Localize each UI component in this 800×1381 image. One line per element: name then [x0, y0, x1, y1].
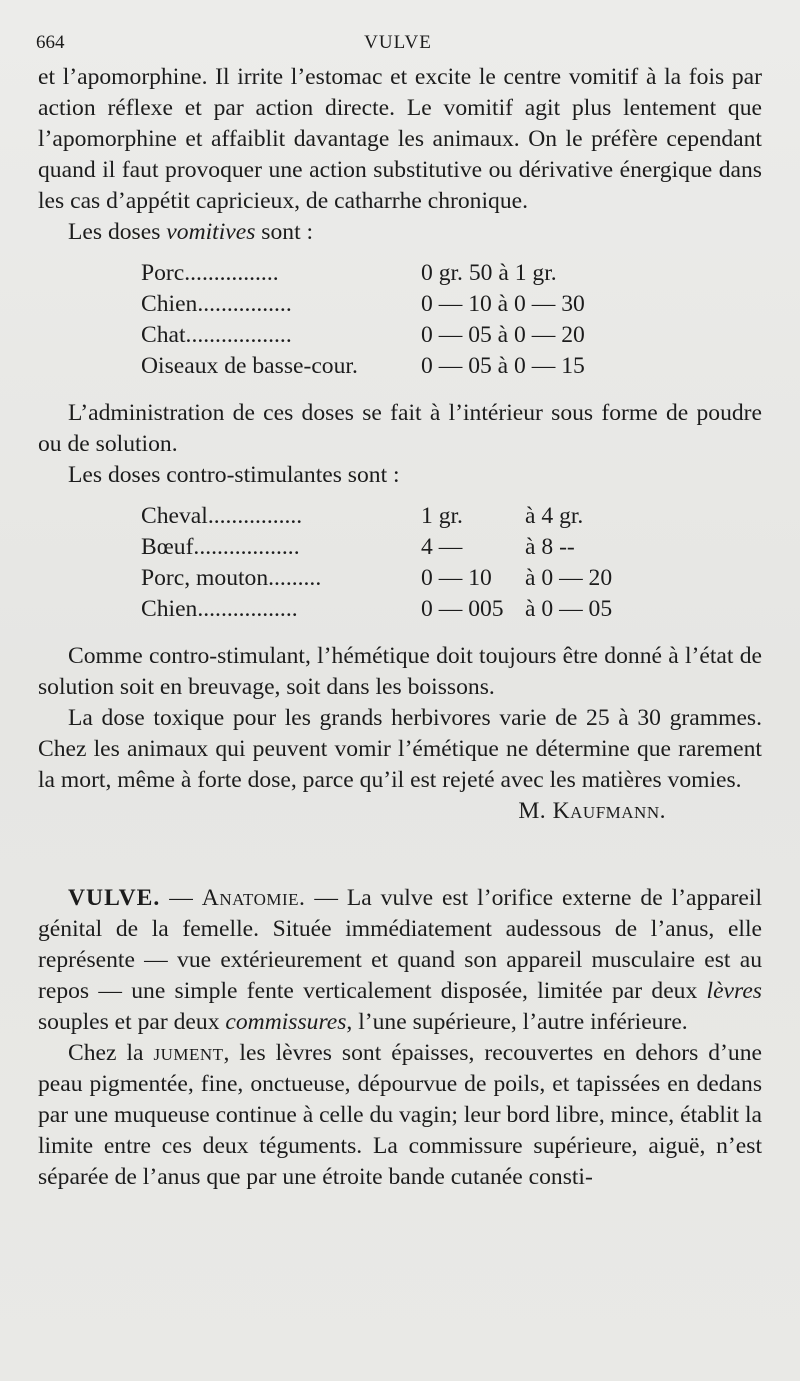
vomitive-intro-text: Les doses [68, 219, 167, 245]
dose-max: à 8 -- [525, 534, 575, 560]
animal-name: Bœuf.................. [141, 534, 300, 560]
vomitive-dose-table [141, 258, 585, 382]
dose-row [141, 289, 585, 320]
continuation-paragraph: et l’apomorphine. Il irrite l’estomac et excite le centre vomitif à la fois par action réflexe et par action directe. Le vomitif agit plus lentement que l’apomorphine et affaiblit davantage les animaux. On le préfère cependant quand il faut provoquer une action substitutive ou dérivative énergique dans les cas d’appétit capricieux, de catharrhe chronique. [38, 64, 762, 214]
contro-dose-table [141, 501, 725, 625]
contro-intro: Les doses contro-stimulantes sont : [68, 462, 400, 488]
dose-min: 0 — 10 [421, 565, 492, 591]
body-text: Chez la [68, 1040, 154, 1066]
dose-value: 0 gr. 50 à 1 gr. [421, 260, 557, 286]
page-number: 664 [36, 32, 65, 53]
vomitive-intro-emphasis: vomitives [166, 219, 256, 245]
animal-name: Oiseaux de basse-cour. [141, 353, 358, 379]
emphasis-text: commissures [225, 1009, 347, 1035]
dose-row [141, 501, 725, 532]
animal-name: Porc................ [141, 260, 279, 286]
dose-row [141, 320, 585, 351]
running-head [36, 32, 760, 58]
section-subheading: Anatomie. [201, 885, 306, 911]
contro-paragraph: Comme contro-stimulant, l’hémétique doit toujours être donné à l’état de solution soit en breuvage, soit dans les boissons. [38, 643, 762, 700]
body-text: , l’une supérieure, l’autre inférieure. [346, 1009, 688, 1035]
dose-value: 0 — 05 à 0 — 20 [421, 322, 585, 348]
dose-row [141, 594, 725, 625]
running-title: VULVE [364, 32, 432, 53]
dose-max: à 4 gr. [525, 503, 584, 529]
animal-term: jument [153, 1040, 224, 1066]
body-text: souples et par deux [38, 1009, 226, 1035]
dose-max: à 0 — 05 [525, 596, 613, 622]
body-text: , les lèvres sont épaisses, recouvertes en dehors d’une peau pigmentée, fine, onctueuse, dépourvue de poils, et tapissées en dedans par une muqueuse continue à celle du vagin; leur bord libre, mince, établit la limite entre ces deux téguments. La commissure supérieure, aiguë, n’est séparée de l’anus que par une étroite bande cutanée consti- [38, 1040, 762, 1190]
dose-min: 0 — 005 [421, 596, 504, 622]
dose-row [141, 532, 725, 563]
dose-max: à 0 — 20 [525, 565, 613, 591]
dose-min: 4 — [421, 534, 463, 560]
vulve-anatomy-paragraph [38, 883, 762, 1038]
animal-name: Cheval................ [141, 503, 303, 529]
dash: — [305, 885, 347, 911]
dose-value: 0 — 05 à 0 — 15 [421, 353, 585, 379]
dose-row [141, 563, 725, 594]
administration-paragraph: L’administration de ces doses se fait à l’intérieur sous forme de poudre ou de solution. [38, 400, 762, 457]
animal-name: Chat.................. [141, 322, 292, 348]
vomitive-intro-end: sont : [255, 219, 314, 245]
vomitive-intro [38, 217, 762, 248]
animal-name: Chien................. [141, 596, 298, 622]
animal-name: Porc, mouton......... [141, 565, 322, 591]
body-text: La vulve est l’orifice externe de l’appareil génital de la femelle. Située immédiatement audessous de l’anus, elle représente — vue extérieurement et quand son appareil musculaire est au repos — une simple fente verticalement disposée, limitée par deux [38, 885, 762, 1004]
emphasis-text: lèvres [706, 978, 762, 1004]
page-body [38, 62, 762, 1193]
dash: — [160, 885, 202, 911]
toxic-dose-paragraph: La dose toxique pour les grands herbivores varie de 25 à 30 grammes. Chez les animaux qui peuvent vomir l’émétique ne détermine que rarement la mort, même à forte dose, parce qu’il est rejeté avec les matières vomies. [38, 705, 762, 793]
animal-name: Chien................ [141, 291, 292, 317]
entry-heading: VULVE. [68, 885, 161, 911]
jument-paragraph [38, 1038, 762, 1193]
dose-row [141, 351, 585, 382]
dose-value: 0 — 10 à 0 — 30 [421, 291, 585, 317]
author-signature: M. Kaufmann. [518, 798, 666, 824]
dose-min: 1 gr. [421, 503, 463, 529]
dose-row [141, 258, 585, 289]
